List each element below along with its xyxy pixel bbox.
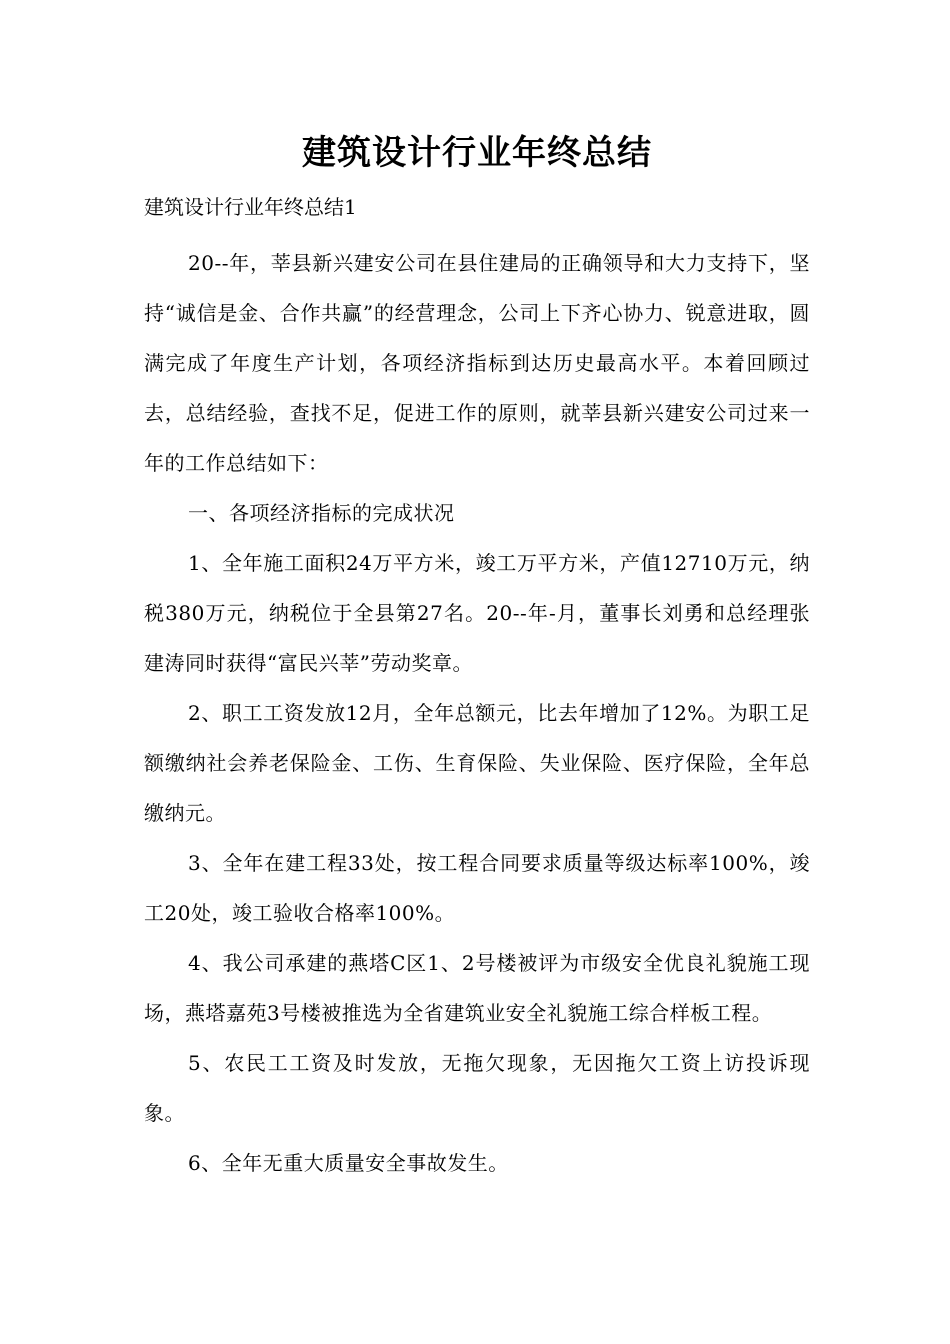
paragraph-item-1: 1、全年施工面积24万平方米，竣工万平方米，产值12710万元，纳税380万元，纳税位于全县第27名。20--年-月，董事长刘勇和总经理张建涛同时获得“富民兴莘”劳动奖章。	[144, 551, 810, 675]
paragraph-item-3: 3、全年在建工程33处，按工程合同要求质量等级达标率100%，竣工20处，竣工验收合格率100%。	[144, 851, 810, 925]
section-heading-1: 一、各项经济指标的完成状况	[188, 501, 455, 525]
paragraph-item-6: 6、全年无重大质量安全事故发生。	[188, 1151, 509, 1175]
document-subtitle: 建筑设计行业年终总结1	[144, 195, 357, 219]
paragraph-intro: 20--年，莘县新兴建安公司在县住建局的正确领导和大力支持下，坚持“诚信是金、合作共赢”的经营理念，公司上下齐心协力、锐意进取，圆满完成了年度生产计划，各项经济指标到达历史最高水平。本着回顾过去，总结经验，查找不足，促进工作的原则，就莘县新兴建安公司过来一年的工作总结如下：	[144, 251, 810, 475]
document-title: 建筑设计行业年终总结	[302, 133, 652, 173]
paragraph-item-4: 4、我公司承建的燕塔C区1、2号楼被评为市级安全优良礼貌施工现场，燕塔嘉苑3号楼被推选为全省建筑业安全礼貌施工综合样板工程。	[144, 951, 810, 1025]
paragraph-item-2: 2、职工工资发放12月，全年总额元，比去年增加了12%。为职工足额缴纳社会养老保险金、工伤、生育保险、失业保险、医疗保险，全年总缴纳元。	[144, 701, 810, 825]
paragraph-item-5: 5、农民工工资及时发放，无拖欠现象，无因拖欠工资上访投诉现象。	[144, 1051, 810, 1125]
